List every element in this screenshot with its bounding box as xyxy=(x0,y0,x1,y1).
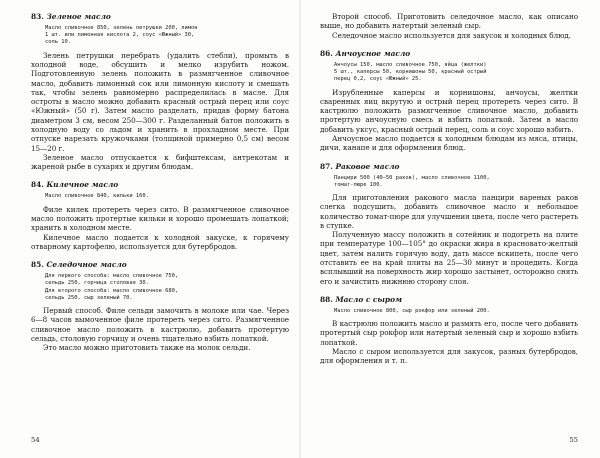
recipe-86 xyxy=(320,49,578,153)
recipe-paragraph: Филе килек протереть через сито. В размягченное сливочное масло положить протертые кильки и хорошо промешать лопаткой; хранить в холодном месте. xyxy=(31,204,289,233)
recipe-paragraph: Зелень петрушки перебрать (удалить стебли), промыть в холодной воде, обсушить и мелко изрубить ножом. Подготовленную зелень положить в размягченное сливочное масло, добавить лимонный сок или лимонную кислоту и смешать так, чтобы зелень равномерно распределилась в масле. Для остроты в масло можно добавить красный острый перец или соус «Южный» (50 г). Затем масло разделать, придав форму батона диаметром 3 см, весом 250—300 г. Разделанный батон положить в холодную воду со льдом и хранить в прохладном месте. При отпуске нарезать кружочками (толщиной примерно 0,5 см) весом 15—20 г. xyxy=(31,50,289,153)
recipe-paragraph: В кастрюлю положить масло и размять его, после чего добавить протертый сыр рокфор или натертый зеленый сыр и хорошо взбить лопаткой. xyxy=(320,319,578,347)
recipe-84 xyxy=(31,180,289,251)
recipe-heading: 83. Зеленое масло xyxy=(31,12,111,21)
recipe-paragraph: Полученную массу положить в сотейник и подогреть на плите при температуре 100—105° до окраски жира в красновато-желтый цвет, затем налить горячую воду, дать массе вскипеть, после чего отставить ее на край плиты на 25—30 минут и процедить. Когда всплывший на поверхность жир хорошо застынет, осторожно снять его и зачистить нижнюю сторону слоя. xyxy=(320,230,578,286)
recipe-paragraph: Первый способ. Филе сельди замочить в молоке или чае. Через 6—8 часов вымоченное филе протереть через сито. Размягченное сливочное масло положить в кастрюлю, добавить протертую сельдь, столовую горчицу и очень тщательно взбить лопаткой. xyxy=(31,305,289,343)
recipe-paragraph: Килечное масло подается к холодной закуске, к горячему отварному картофелю, используется для бутербродов. xyxy=(31,232,289,251)
page-number: 55 xyxy=(569,436,578,444)
recipe-88 xyxy=(320,295,578,366)
page-number: 54 xyxy=(31,436,40,444)
ingredients-list: Для первого способа: масло сливочное 750, сельдь 250, горчица столовая 30. Для второго способа: масло сливочное 680, сельдь 250, сыр зеленый 70. xyxy=(45,273,179,301)
recipe-83 xyxy=(31,12,289,171)
ingredients-list: Масло сливочное 800, сыр рокфор или зеленый 200. xyxy=(334,307,490,314)
recipe-paragraph: Масло с сыром используется для закусок, разных бутербродов, для оформления и т. п. xyxy=(320,347,578,366)
recipe-heading: 87. Раковое масло xyxy=(320,161,400,171)
recipe-paragraph: Второй способ. Приготовить селедочное масло, как описано выше, но добавить натертый зеленый сыр. xyxy=(320,12,578,31)
recipe-paragraph: Изрубленные каперсы и корнишоны, анчоусы, желтки сваренных яиц вкрутую и острый перец протереть через сито. В кастрюлю положить размягченное сливочное масло, добавить протертую анчоусную смесь и взбить лопаткой. Затем в масло добавить уксус, красный острый перец, соль и соус хорошо взбить. xyxy=(320,87,578,134)
ingredients-list: Масло сливочное 840, кильки 160. xyxy=(45,193,149,200)
recipe-85 xyxy=(31,260,289,352)
recipe-heading: 84. Килечное масло xyxy=(31,180,119,190)
recipe-heading: 85. Селедочное масло xyxy=(31,260,127,270)
right-page xyxy=(300,0,600,458)
recipe-paragraph: Зеленое масло отпускается к бифштексам, антрекотам и жареной рыбе в сухарях и другим блюдам. xyxy=(31,152,289,172)
right-column xyxy=(320,12,578,366)
recipe-87 xyxy=(320,162,578,286)
recipe-heading: 88. Масло с сыром xyxy=(320,294,403,304)
ingredients-list: Панцири 500 (40—50 раков), масло сливочное 1100, томат-пюре 100. xyxy=(334,174,490,188)
recipe-paragraph: Селедочное масло используется для закусок и холодных блюд. xyxy=(332,30,571,40)
recipe-paragraph: Это масло можно приготовить также на молок сельди. xyxy=(43,343,251,353)
recipe-heading: 86. Анчоусное масло xyxy=(320,48,411,58)
recipe-paragraph: Анчоусное масло подается к холодным блюдам из мяса, птицы, дичи, канапе и для оформления блюд. xyxy=(320,133,578,153)
left-column xyxy=(31,12,289,352)
ingredients-list: Анчоусы 150, масло сливочное 750, яйца (желтки) 5 шт., каперсы 50, корнишоны 50, красный острый перец 0,2, соус «Южный» 25. xyxy=(334,61,487,83)
recipe-paragraph: Для приготовления ракового масла панцири вареных раков слегка подсушить, добавить сливочное масло и небольшое количество томат-пюре для улучшения цвета, после чего растереть в ступке. xyxy=(320,192,578,230)
ingredients-list: Масло сливочное 850, зелень петрушки 200, лимон 1 шт. или лимонная кислота 2, соус «Южный» 30, соль 10. xyxy=(45,25,198,46)
